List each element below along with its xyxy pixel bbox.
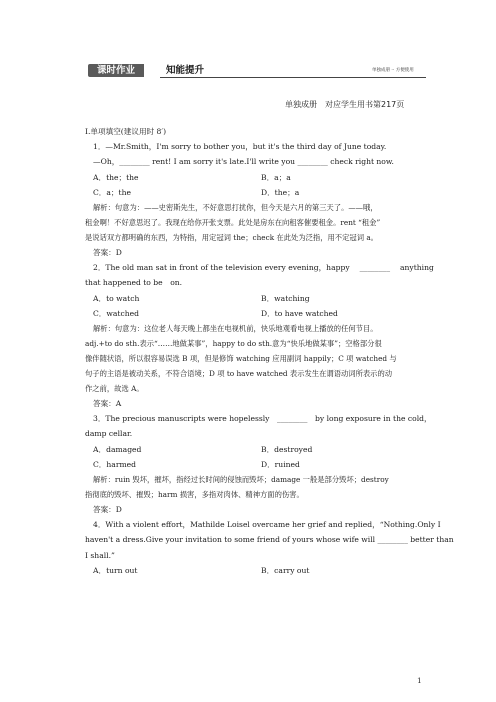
options-row — [85, 457, 430, 472]
header-right-note: 单独成册 ·· 方便使用 — [372, 68, 414, 73]
explanation: 句子的主语是被动关系，不符合语境；D 项 to have watched 表示发生在谓语动词所表示的动 — [85, 369, 393, 379]
header-rule — [160, 77, 426, 78]
option-a: A．the；the — [93, 172, 139, 182]
option-d: D．the；a — [261, 187, 300, 197]
answer: 答案：D — [93, 505, 122, 515]
question-2 — [85, 260, 434, 411]
explanation: 解析：句意为：——史密斯先生，不好意思打扰你，但今天是六月的第三天了。——哦， — [93, 203, 378, 213]
question-3 — [85, 411, 430, 517]
question-1 — [85, 139, 430, 260]
question-stem: —Oh，________ rent! I am sorry it's late.I'll write you ________ check right now. — [93, 157, 394, 167]
options-row — [85, 185, 430, 200]
option-d: D．ruined — [261, 459, 300, 469]
option-d: D．to have watched — [261, 308, 338, 318]
tag-improvement: 知能提升 — [166, 65, 205, 76]
option-b: B．a；a — [261, 172, 291, 182]
explanation: 解析：句意为：这位老人每天晚上都坐在电视机前，快乐地观看电视上播放的任何节目。 — [93, 324, 378, 334]
explanation: 作之前，故选 A。 — [85, 384, 144, 394]
question-stem: 1．—Mr.Smith，I'm sorry to bother you，but it's the third day of June today. — [93, 142, 387, 152]
option-b: B．carry out — [261, 565, 310, 575]
question-stem: haven't a dress.Give your invitation to some friend of yours whose wife will ________ better than — [85, 535, 454, 545]
explanation: 指彻底的毁坏、摧毁；harm 损害，多指对肉体、精神方面的伤害。 — [85, 490, 304, 500]
options-row — [85, 170, 430, 185]
option-b: B．watching — [261, 293, 310, 303]
page-number: 1 — [417, 676, 422, 685]
option-a: A．to watch — [93, 293, 140, 303]
options-row — [85, 291, 430, 306]
section-title: Ⅰ.单项填空(建议用时 8′) — [85, 127, 167, 136]
option-a: A．turn out — [93, 565, 138, 575]
answer: 答案：D — [93, 248, 122, 258]
option-c: C．harmed — [93, 459, 137, 469]
options-row — [85, 306, 430, 321]
question-stem: 4．With a violent effort，Mathilde Loisel overcame her grief and replied，“Nothing.Only I — [93, 520, 441, 530]
options-row — [85, 442, 430, 457]
question-stem: 2．The old man sat in front of the television every evening，happy ________ anything — [93, 263, 434, 273]
tag-homework: 课时作业 — [88, 64, 144, 77]
option-c: C．a；the — [93, 187, 131, 197]
explanation: 是说话双方都明确的东西，为特指，用定冠词 the；check 在此处为泛指，用不定冠词 a。 — [85, 233, 378, 243]
question-stem: 3．The precious manuscripts were hopelessly ________ by long exposure in the cold， — [93, 414, 432, 424]
question-4 — [85, 517, 454, 578]
options-row — [85, 563, 430, 578]
answer: 答案：A — [93, 399, 122, 409]
question-stem: I shall.” — [85, 550, 115, 560]
explanation: 像伴随状语，所以很容易误选 B 项，但是修饰 watching 应用副词 happily；C 项 watched 与 — [85, 354, 397, 364]
question-stem: that happened to be on. — [85, 278, 183, 288]
book-reference: 单独成册 对应学生用书第217页 — [285, 100, 405, 109]
option-a: A．damaged — [93, 444, 142, 454]
explanation: 解析：ruin 毁坏，摧坏，指经过长时间的侵蚀而毁坏；damage 一般是部分毁坏；destroy — [93, 475, 389, 485]
exercise-content — [85, 124, 454, 578]
explanation: adj.+to do sth.表示“……地做某事”，happy to do sth.意为“快乐地做某事”；空格部分很 — [85, 339, 382, 349]
question-stem: damp cellar. — [85, 429, 133, 439]
option-c: C．watched — [93, 308, 139, 318]
explanation: 租金啊！不好意思迟了。我现在给你开张支票。此处是房东在向租客催要租金。rent “租金” — [85, 218, 381, 228]
option-b: B．destroyed — [261, 444, 313, 454]
